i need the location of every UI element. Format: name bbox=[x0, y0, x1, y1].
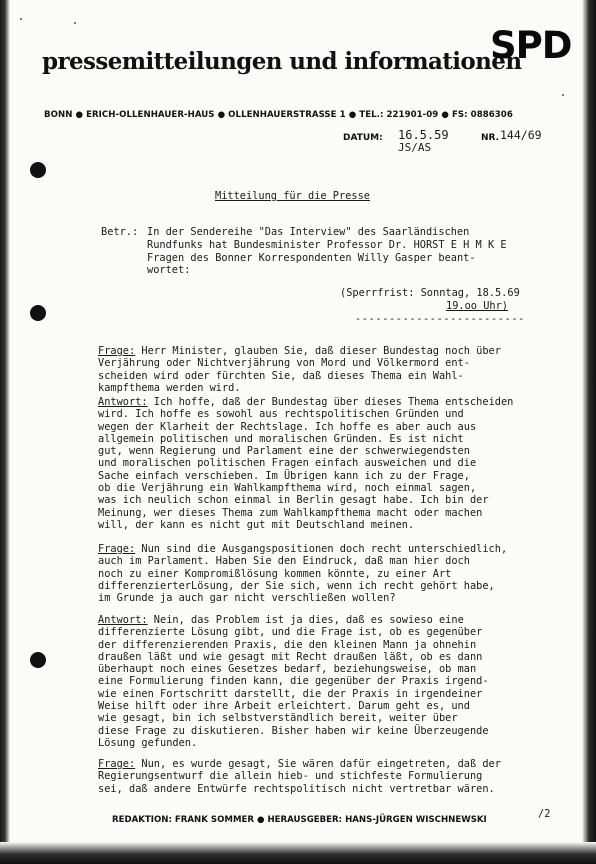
question-text: Nun sind die Ausgangspositionen doch recht unterschiedlich, bbox=[135, 543, 508, 555]
text-line: allgemein politischen und moralischen Gründen. Es ist nicht bbox=[98, 432, 464, 445]
embargo-rule: ------------------------- bbox=[355, 313, 525, 325]
footer-credits: REDAKTION: FRANK SOMMER ● HERAUSGEBER: HANS-JÜRGEN WISCHNEWSKI bbox=[112, 815, 487, 825]
text-line: Regierungsentwurf die allein hieb- und stichfeste Formulierung bbox=[98, 770, 483, 783]
nr-label: NR. bbox=[481, 133, 500, 143]
subject-line: wortet: bbox=[147, 264, 191, 277]
text-line: kampfthema werden wird. bbox=[98, 381, 241, 394]
question-label: Frage: bbox=[98, 345, 136, 357]
subject-text bbox=[147, 226, 507, 277]
embargo-time: 19.oo Uhr) bbox=[446, 300, 508, 312]
punch-hole bbox=[30, 652, 46, 668]
text-line: wie gesagt, bin ich selbstverständlich bereit, weiter über bbox=[98, 712, 458, 725]
text-line: ob die Verjährung ein Wahlkampfthema wird, noch einmal sagen, bbox=[98, 482, 477, 495]
text-line: wird. Ich hoffe es sowohl aus rechtspolitischen Gründen und bbox=[98, 408, 464, 421]
nr-value: 144/69 bbox=[500, 128, 542, 142]
subject-line: Fragen des Bonner Korrespondenten Willy Gasper beant- bbox=[147, 251, 476, 264]
text-line: Sache einfach verschieben. Im Übrigen kann ich zu der Frage, bbox=[98, 469, 470, 482]
text-line: auch im Parlament. Haben Sie den Eindruck, daß man hier doch bbox=[98, 555, 470, 568]
answer-label: Antwort: bbox=[98, 614, 148, 626]
question-text: Nun, es wurde gesagt, Sie wären dafür eingetreten, daß der bbox=[135, 758, 501, 770]
sign-code: JS/AS bbox=[398, 141, 432, 154]
text-line: Meinung, wer dieses Thema zum Wahlkampfthema macht oder machen bbox=[98, 506, 483, 519]
text-line: gut, wenn Regierung und Parlament eine der schwerwiegendsten bbox=[98, 445, 470, 458]
scan-edge-left bbox=[0, 0, 10, 864]
datum-label: DATUM: bbox=[343, 133, 383, 143]
punch-hole bbox=[30, 162, 46, 178]
question-text: Herr Minister, glauben Sie, daß dieser Bundestag noch über bbox=[135, 345, 501, 357]
answer-text: Nein, das Problem ist ja dies, daß es sowieso eine bbox=[147, 614, 464, 626]
interview-question bbox=[98, 345, 501, 394]
punch-hole bbox=[30, 305, 46, 321]
scan-edge-right bbox=[582, 0, 596, 864]
interview-answer bbox=[98, 614, 489, 749]
text-line: will, der kann es nicht gut mit Deutschland meinen. bbox=[98, 518, 415, 531]
subject-line: In der Sendereihe "Das Interview" des Saarländischen bbox=[147, 226, 470, 238]
text-line: diese Frage zu diskutieren. Bisher haben wir keine Überzeugende bbox=[98, 724, 489, 737]
text-line: Weise hilft oder ihre Arbeit erleichtert. Darum geht es, und bbox=[98, 700, 470, 713]
text-line: der differenzierenden Praxis, die den kleinen Mann ja ohnehin bbox=[98, 638, 477, 651]
scan-edge-bottom bbox=[0, 842, 596, 864]
text-line: was ich neulich schon einmal in Berlin gesagt habe. Ich bin der bbox=[98, 494, 489, 507]
scan-speck bbox=[20, 18, 22, 20]
text-line: eine Formulierung finden kann, die gegenüber der Praxis irgend- bbox=[98, 675, 489, 688]
text-line: noch zu einer Kompromißlösung kommen könnte, zu einer Art bbox=[98, 567, 452, 580]
text-line: draußen läßt und wie gesagt mit Recht draußen läßt, ob es dann bbox=[98, 650, 483, 663]
text-line: wie einen Fortschritt darstellt, die der Praxis in irgendeiner bbox=[98, 687, 483, 700]
text-line: Lösung gefunden. bbox=[98, 736, 198, 749]
interview-question bbox=[98, 758, 501, 795]
datum-value: 16.5.59 bbox=[398, 128, 449, 142]
answer-text: Ich hoffe, daß der Bundestag über dieses Thema entscheiden bbox=[147, 396, 514, 408]
scan-speck bbox=[562, 94, 564, 96]
embargo-line: (Sperrfrist: Sonntag, 18.5.69 bbox=[340, 287, 520, 299]
page-continuation-marker: /2 bbox=[538, 808, 551, 820]
text-line: und moralischen politischen Fragen einfach ausweichen und die bbox=[98, 457, 477, 470]
document-title: Mitteilung für die Presse bbox=[215, 190, 370, 202]
text-line: scheiden wird oder fürchten Sie, daß dieses Thema ein Wahl- bbox=[98, 369, 464, 382]
spd-logo: SPD bbox=[490, 24, 572, 67]
text-line: wegen der Klarheit der Rechtslage. Ich hoffe es aber auch aus bbox=[98, 420, 477, 433]
text-line: überhaupt noch eines Gesetzes bedarf, beziehungsweise, ob man bbox=[98, 663, 477, 676]
address-line: BONN ● ERICH-OLLENHAUER-HAUS ● OLLENHAUERSTRASSE 1 ● TEL.: 221901-09 ● FS: 0886306 bbox=[44, 110, 513, 120]
text-line: differenzierte Lösung gibt, und die Frage ist, ob es gegenüber bbox=[98, 626, 483, 639]
question-label: Frage: bbox=[98, 543, 136, 555]
question-label: Frage: bbox=[98, 758, 136, 770]
interview-answer bbox=[98, 396, 513, 531]
text-line: sei, daß andere Entwürfe rechtspolitisch nicht vertretbar wären. bbox=[98, 782, 495, 795]
scan-speck bbox=[74, 22, 76, 24]
text-line: im Grunde ja auch gar nicht verschließen wollen? bbox=[98, 592, 396, 605]
text-line: differenzierterLösung, der Sie sich, wenn ich recht gehört habe, bbox=[98, 579, 495, 592]
subject-line: Rundfunks hat Bundesminister Professor Dr. HORST E H M K E bbox=[147, 238, 507, 251]
answer-label: Antwort: bbox=[98, 396, 148, 408]
text-line: Verjährung oder Nichtverjährung von Mord und Völkermord ent- bbox=[98, 357, 470, 370]
subject-label: Betr.: bbox=[101, 226, 139, 238]
interview-question bbox=[98, 543, 507, 604]
brand-heading: pressemitteilungen und informationen bbox=[42, 48, 522, 75]
